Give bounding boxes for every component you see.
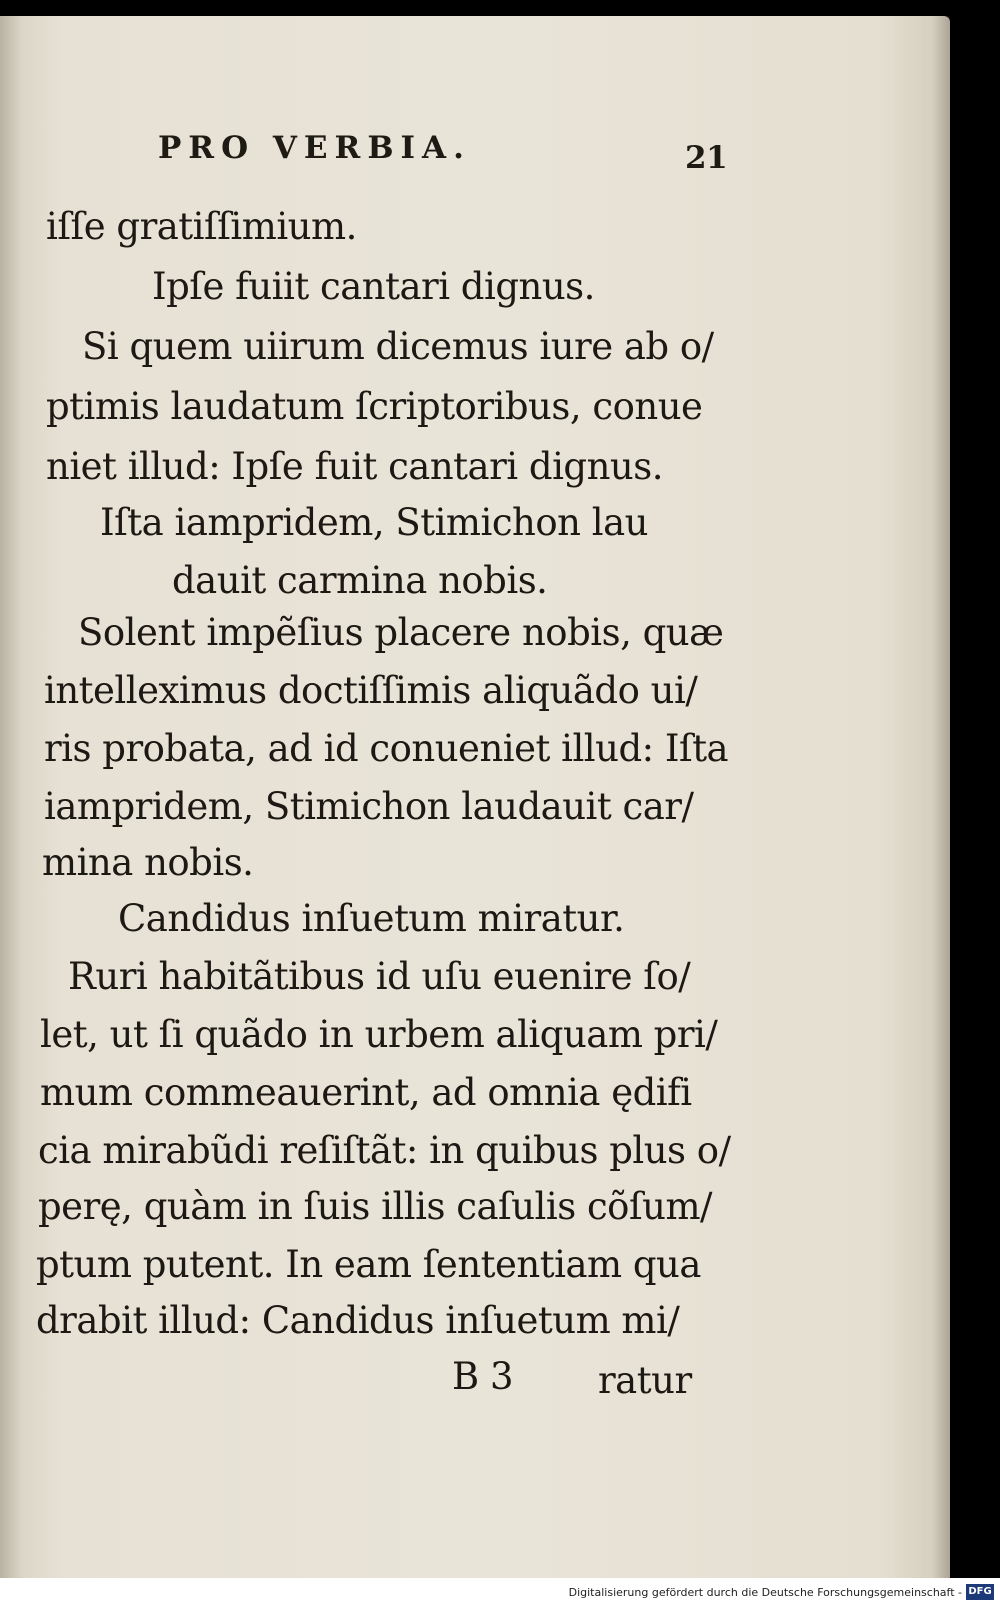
text-line: let, ut ſi quãdo in urbem aliquam pri/ (40, 1013, 718, 1056)
footer-credit: Digitalisierung gefördert durch die Deutsche Forschungsgemeinschaft - (568, 1586, 962, 1599)
text-line: drabit illud: Candidus inſuetum mi/ (36, 1299, 680, 1342)
text-line: iſſe gratiſſimium. (46, 205, 357, 248)
signature-mark: B 3 (452, 1355, 513, 1398)
proverb-heading: Iſta iampridem, Stimichon lau (100, 501, 648, 544)
text-line: cia mirabũdi reſiſtãt: in quibus plus o/ (38, 1129, 731, 1172)
text-line: intelleximus doctiſſimis aliquãdo ui/ (44, 669, 698, 712)
catchword: ratur (598, 1359, 692, 1402)
proverb-heading: Ipſe fuiit cantari dignus. (152, 265, 595, 308)
proverb-heading: dauit carmina nobis. (172, 559, 548, 602)
text-line: ptimis laudatum ſcriptoribus, conue (46, 385, 703, 428)
text-line: perę, quàm in ſuis illis caſulis cõſum/ (38, 1185, 713, 1228)
text-line: Solent impẽſius placere nobis, quæ (78, 611, 724, 654)
book-page (0, 16, 950, 1578)
dfg-logo-icon: DFG (966, 1584, 994, 1600)
text-line: mina nobis. (42, 841, 254, 884)
text-line: niet illud: Ipſe fuit cantari dignus. (46, 445, 664, 488)
text-line: iampridem, Stimichon laudauit car/ (44, 785, 694, 828)
text-line: ris probata, ad id conueniet illud: Iſta (44, 727, 729, 770)
text-line: Ruri habitãtibus id uſu euenire ſo/ (68, 955, 691, 998)
text-line: Si quem uiirum dicemus iure ab o/ (82, 325, 714, 368)
text-line: ptum putent. In eam ſententiam qua (36, 1243, 701, 1286)
proverb-heading: Candidus inſuetum miratur. (118, 897, 625, 940)
running-head: PRO VERBIA. (158, 130, 471, 166)
digitization-footer (0, 1578, 1000, 1610)
text-line: mum commeauerint, ad omnia ędifi (40, 1071, 692, 1114)
page-number: 21 (685, 140, 728, 176)
page-text (0, 16, 950, 1578)
